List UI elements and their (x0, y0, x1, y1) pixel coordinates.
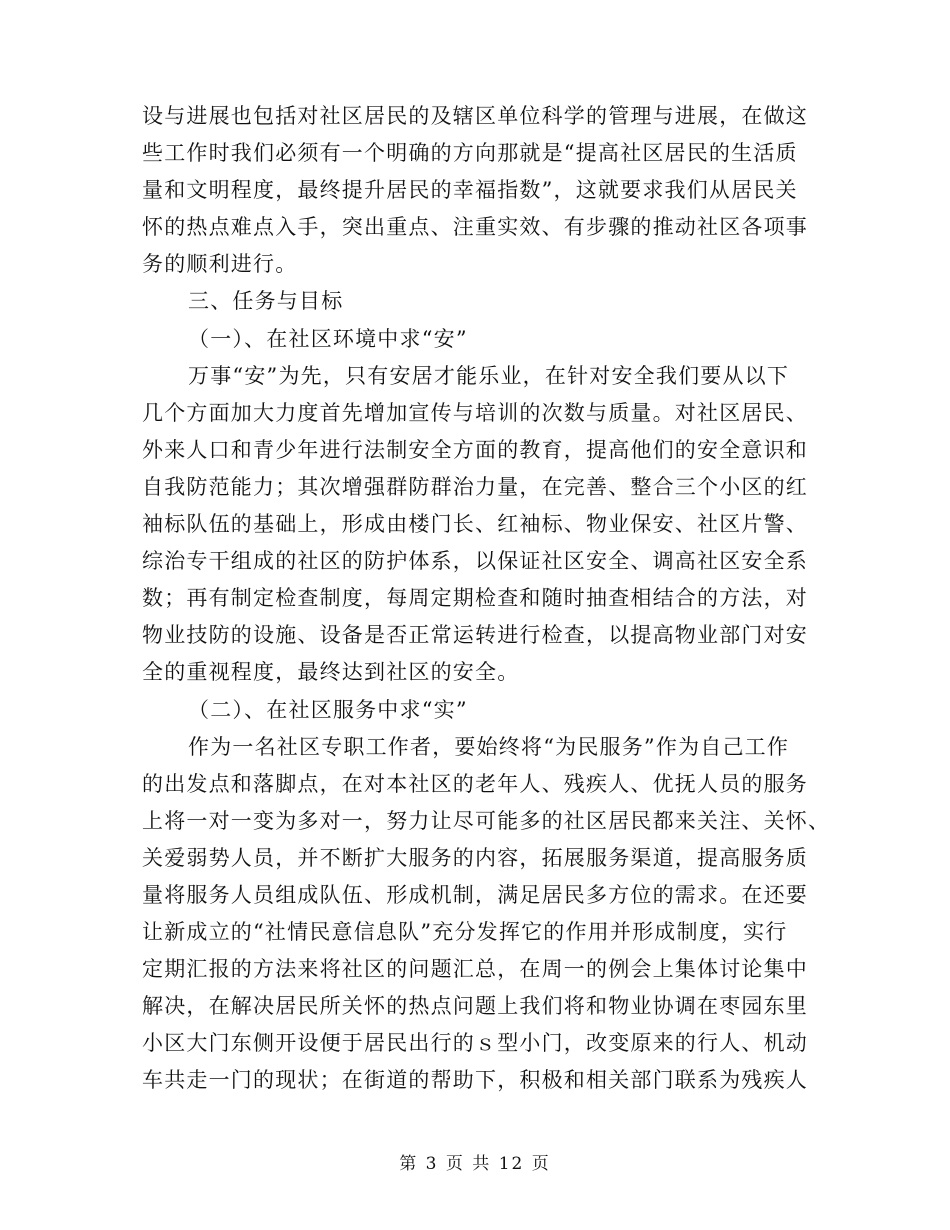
text-line: 上将一对一变为多对一，努力让尽可能多的社区居民都来关注、关怀、 (142, 808, 831, 833)
text-line: 怀的热点难点入手，突出重点、注重实效、有步骤的推动社区各项事 (142, 215, 808, 240)
text-line: 物业技防的设施、设备是否正常运转进行检查，以提高物业部门对安 (142, 623, 808, 648)
text-line: 让新成立的“社情民意信息队”充分发挥它的作用并形成制度，实行 (142, 920, 788, 945)
text-line: 关爱弱势人员，并不断扩大服务的内容，拓展服务渠道，提高服务质 (142, 845, 808, 870)
text-line: 量和文明程度，最终提升居民的幸福指数”，这就要求我们从居民关 (142, 178, 798, 203)
text-line: 自我防范能力；其次增强群防群治力量，在完善、整合三个小区的红 (142, 474, 808, 499)
subsection-heading: （一）、在社区环境中求“安” (188, 326, 468, 351)
text-line: 袖标队伍的基础上，形成由楼门长、红袖标、物业保安、社区片警、 (142, 512, 808, 537)
text-line: 综治专干组成的社区的防护体系，以保证社区安全、调高社区安全系 (142, 549, 808, 574)
text-line: 的出发点和落脚点，在对本社区的老年人、残疾人、优抚人员的服务 (142, 771, 808, 796)
document-body (142, 98, 831, 1100)
subsection-heading: （二）、在社区服务中求“实” (188, 697, 468, 722)
text-line: 量将服务人员组成队伍、形成机制，满足居民多方位的需求。在还要 (142, 882, 808, 907)
text-line: 数；再有制定检查制度，每周定期检查和随时抽查相结合的方法，对 (142, 586, 808, 611)
paragraph-start-line: 万事“安”为先，只有安居才能乐业，在针对安全我们要从以下 (188, 363, 790, 388)
section-heading: 三、任务与目标 (188, 289, 344, 314)
text-line: 务的顺利进行。 (142, 252, 298, 277)
paragraph-start-line: 作为一名社区专职工作者，要始终将“为民服务”作为自己工作 (188, 734, 790, 759)
page-footer: 第 3 页 共 12 页 (399, 1154, 551, 1174)
text-line: 几个方面加大力度首先增加宣传与培训的次数与质量。对社区居民、 (142, 400, 808, 425)
text-line: 定期汇报的方法来将社区的问题汇总，在周一的例会上集体讨论集中 (142, 957, 808, 982)
text-line: 外来人口和青少年进行法制安全方面的教育，提高他们的安全意识和 (142, 437, 808, 462)
text-line: 全的重视程度，最终达到社区的安全。 (142, 660, 520, 685)
text-line: 设与进展也包括对社区居民的及辖区单位科学的管理与进展，在做这 (142, 104, 808, 128)
text-line: 小区大门东侧开设便于居民出行的ｓ型小门，改变原来的行人、机动 (142, 1031, 808, 1056)
text-line: 些工作时我们必须有一个明确的方向那就是“提高社区居民的生活质 (142, 141, 798, 166)
text-line: 车共走一门的现状；在街道的帮助下，积极和相关部门联系为残疾人 (142, 1068, 808, 1093)
text-line: 解决，在解决居民所关怀的热点问题上我们将和物业协调在枣园东里 (142, 994, 808, 1019)
